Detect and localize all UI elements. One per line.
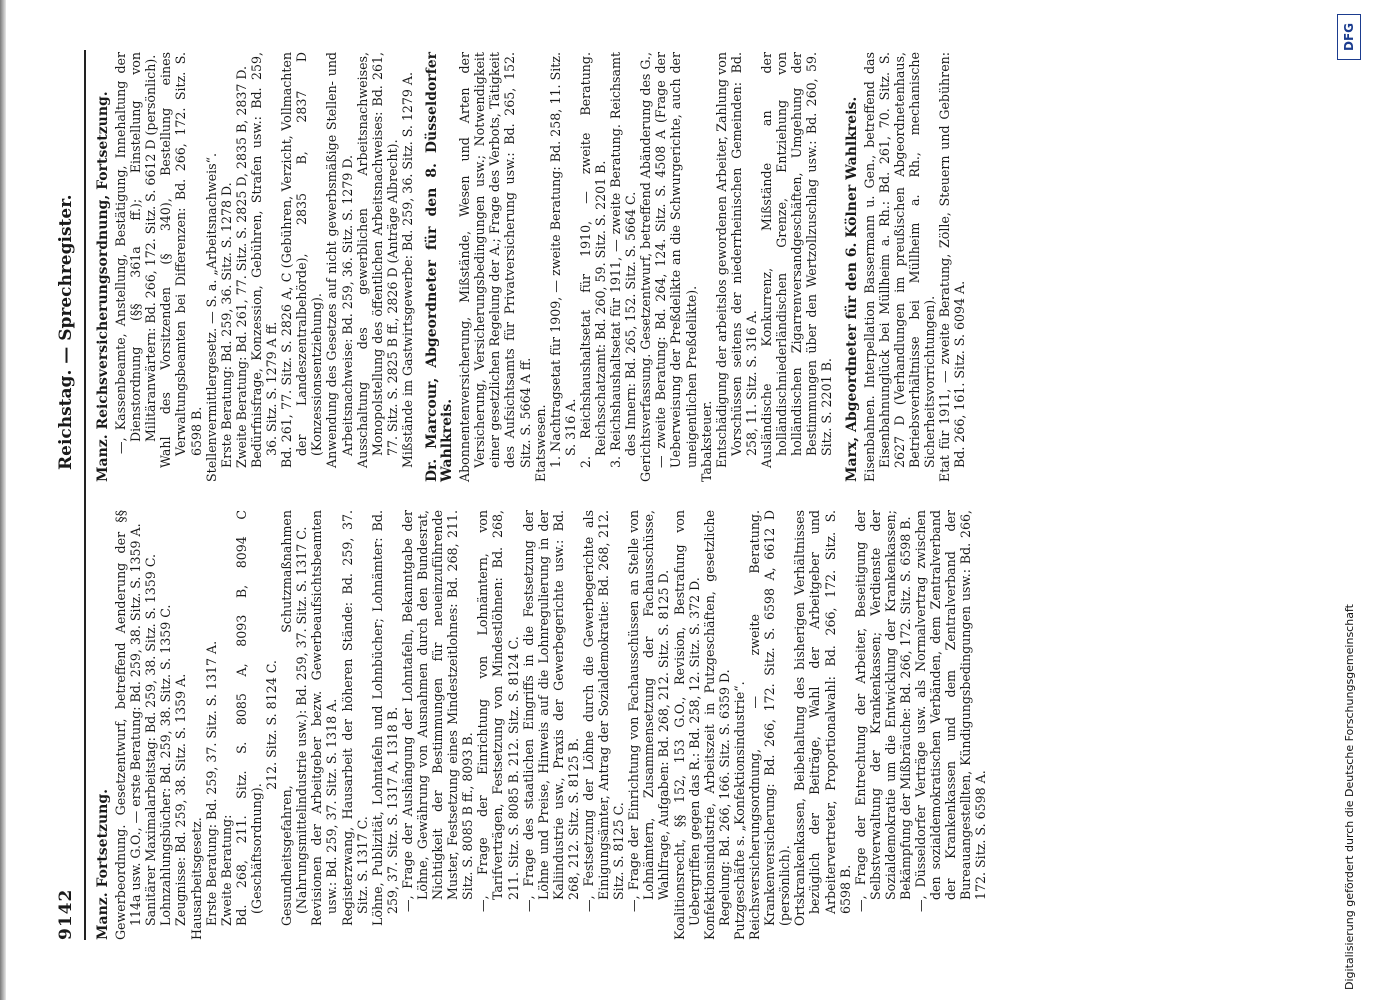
index-entry: —, Frage der Einrichtung von Lohnämtern, von Tarifverträgen, Festsetzung von Mindestlöhnen: Bd. 268, 211. Sitz. S. 8085 B. 212. Sitz. S. 8124 C. [475, 510, 521, 912]
index-entry: Abonnentenversicherung, Mißstände, Wesen und Arten der Versicherung, Versicherungsbedingungen usw.; Notwendigkeit einer gesetzlichen Regelung der A.; Frage des Verbots, Tätigkeit des Aufsichtsamts für Privatversicherung usw.: Bd. 265, 152. Sitz. S. 5664 A ff. [457, 52, 533, 482]
index-entry: Koalitionsrecht, §§ 152, 153 G.O., Revision, Bestrafung von Uebergriffen gegen das R.: Bd. 258, 12. Sitz. S. 372 D. [671, 510, 702, 940]
index-entry: Sanitärer Maximalarbeitstag: Bd. 259, 38. Sitz. S. 1359 C. [143, 553, 159, 926]
header-rule [84, 50, 86, 940]
index-entry: 2. Reichshaushaltsetat für 1910, — zweite Beratung. Reichsschatzamt: Bd. 260, 59. Sitz. S. 2201 B. [577, 52, 608, 468]
index-entry: Putzgeschäfte s. „Konfektionsindustrie“. [731, 681, 747, 940]
dfg-logo: DFG [1337, 14, 1361, 60]
page-header [50, 50, 84, 940]
scan-edge [0, 0, 6, 1000]
index-entry: Zeugnisse: Bd. 259, 38. Sitz. S. 1359 A. [173, 673, 189, 926]
index-entry: —, Frage der Aushängung der Lohntafeln, Bekanntgabe der Löhne, Gewährung von Ausnahmen durch den Bundesrat, Nichtigkeit der Bestimmungen für neueinzuführende Muster, Festsetzung eines Mindestzeitlohnes: Bd. 268, 211. Sitz. S. 8085 B ff., 8093 B. [399, 510, 476, 912]
index-entry: 3. Reichshaushaltsetat für 1911, — zweite Beratung. Reichsamt des Innern: Bd. 265, 152. Sitz. S. 5664 C. [608, 52, 639, 468]
index-entry: —, Frage der Entrechtung der Arbeiter, Beseitigung der Selbstverwaltung der Krankenkassen; Verdienste der Sozialdemokratie um die Entwicklung der Krankenkassen; Bekämpfung der Mißbräuche: Bd. 266, 172. Sitz. S. 6598 B. [852, 510, 913, 912]
page-number: 9142 [56, 888, 76, 940]
index-entry: Tabaksteuer. [698, 400, 714, 482]
column-head-left: Manz. Fortsetzung. [95, 788, 111, 940]
document-page [50, 50, 1315, 940]
index-entry: —, Kassenbeamte, Anstellung, Bestätigung, Innehaltung der Dienstordnung (§§ 361a ff.); Einstellung von Militäranwärtern: Bd. 266, 172. Sitz. S. 6612 D (persönlich). [113, 52, 159, 454]
index-entry: Konfektionsindustrie, Arbeitszeit in Putzgeschäften, gesetzliche Regelung: Bd. 266, 166. Sitz. S. 6359 D. [701, 510, 732, 940]
index-entry: Erste Beratung: Bd. 259, 37. Sitz. S. 1317 A. [203, 640, 219, 926]
index-entry: Gewerbeordnung. Gesetzentwurf, betreffend Aenderung der §§ 114a usw. G.O., — erste Beratung: Bd. 259, 38. Sitz. S. 1359 A. [113, 510, 144, 940]
index-entry: 1. Nachtragsetat für 1909, — zweite Beratung: Bd. 258, 11. Sitz. S. 316 A. [547, 52, 578, 468]
index-entry: —, Frage des staatlichen Eingriffs in die Festsetzung der Löhne und Preise, Hinweis auf die Lohnregulierung in der Kaliindustrie usw., Praxis der Gewerbegerichte usw.: Bd. 268, 212. Sitz. S. 8125 B. [520, 510, 581, 912]
entry-gap [415, 52, 423, 482]
index-entry: 212. Sitz. S. 8124 C. [264, 660, 280, 790]
index-entry: Ausschaltung des gewerblichen Arbeitsnachweises, Monopolstellung des öffentlichen Arbeitsnachweises: Bd. 261, 77. Sitz. S. 2825 B ff., 2826 D (Anträge Albrecht). [354, 52, 400, 468]
digitization-note: Digitalisierung gefördert durch die Deutsche Forschungsgemeinschaft [1343, 604, 1356, 990]
index-entry: Bd. 261, 77. Sitz. S. 2826 A, C (Gebühren, Verzicht, Vollmachten der Landeszentralbehörde), 2835 B, 2837 D (Konzessionsentziehung). [279, 52, 325, 468]
index-entry: Ausländische Konkurrenz, Mißstände an der holländischniederländischen Grenze, Entziehung von holländischen Zigarrenversandgeschäften, Umgehung der Bestimmungen über den Wertzollzuschlag usw.: Bd. 260, 59. Sitz. S. 2201 B. [759, 52, 835, 468]
member-heading: Dr. Marcour, Abgeordneter für den 8. Düsseldorfer Wahlkreis. [423, 52, 456, 482]
index-entry: Anwendung des Gesetzes auf nicht gewerbsmäßige Stellen- und Arbeitsnachweise: Bd. 259, 36. Sitz. S. 1279 D. [324, 52, 355, 468]
index-entry: Entschädigung der arbeitslos gewordenen Arbeiter, Zahlung von Vorschüssen seitens der niederrheinischen Gemeinden: Bd. 258, 11. Sitz. S. 316 A. [713, 52, 759, 468]
left-column [94, 510, 989, 940]
index-entry: Etatswesen. [532, 404, 548, 482]
index-entry: Mißstände im Gastwirtsgewerbe: Bd. 259, 36. Sitz. S. 1279 A. [399, 71, 415, 468]
index-entry: Revisionen der Arbeitgeber bezw. Gewerbeaufsichtsbeamten usw.: Bd. 259, 37. Sitz. S. 1318 A. [309, 510, 340, 926]
right-column [94, 52, 967, 482]
index-entry: Hausarbeitsgesetz. [188, 817, 204, 940]
index-entry: Gesundheitsgefahren, Schutzmaßnahmen (Nahrungsmittelindustrie usw.): Bd. 259, 37. Sitz. S. 1317 C. [279, 510, 310, 926]
index-entry: Bd. 268, 211. Sitz. S. 8085 A, 8093 B, 8094 C (Geschäftsordnung). [233, 510, 264, 926]
right-entries [113, 52, 967, 482]
index-entry: Registerzwang, Hausarbeit der höheren Stände: Bd. 259, 37. Sitz. S. 1317 C. [339, 510, 370, 926]
index-entry: Wahl des Vorsitzenden (§ 340), Bestellung eines Verwaltungsbeamten bei Differenzen: Bd. 266, 172. Sitz. S. 6598 B. [158, 52, 204, 468]
index-entry: Lohnzahlungsbücher: Bd. 259, 38. Sitz. S. 1359 C. [158, 604, 174, 926]
column-head-right: Manz. Reichsversicherungsordnung, Fortsetzung. [95, 91, 111, 482]
index-entry: —, Düsseldorfer Verträge usw. als Normalvertrag zwischen den sozialdemokratischen Verbänden, dem Zentralverband der Krankenkassen und dem Zentralverband der Bureauangestellten, Kündigungsbedingungen usw.: Bd. 266, 172. Sitz. S. 6598 A. [913, 510, 989, 912]
left-entries [113, 510, 988, 940]
index-entry: Reichsversicherungsordnung, — zweite Beratung. Krankenversicherung: Bd. 266, 172. Sitz. S. 6598 A, 6612 D (persönlich). [747, 510, 793, 940]
entry-gap [835, 52, 843, 482]
index-entry: Eisenbahnen. Interpellation Bassermann u. Gen., betreffend das Eisenbahnunglück bei Müllheim a. Rh.: Bd. 261, 70. Sitz. S. 2627 D (Verhandlungen im preußischen Abgeordnetenhaus, Betriebsverhältnisse bei Müllheim a. Rh., mechanische Sicherheitsvorrichtungen). [861, 52, 937, 482]
index-entry: Zweite Beratung: Bd. 261, 77. Sitz. S. 2825 D, 2835 B, 2837 D. [233, 65, 249, 468]
index-entry: Zweite Beratung: [218, 814, 234, 926]
index-entry: —, Festsetzung der Löhne durch die Gewerbegerichte als Einigungsämter, Antrag der Sozialdemokratie: Bd. 268, 212. Sitz. S. 8125 C. [581, 510, 627, 912]
index-entry: Stellenvermittlergesetz. — S. a. „Arbeitsnachweis“. [203, 152, 219, 482]
index-entry: —, Frage der Einrichtung von Fachausschüssen an Stelle von Lohnämtern, Zusammensetzung der Fachausschüsse, Wahlfrage, Aufgaben: Bd. 268, 212. Sitz. S. 8125 D. [626, 510, 672, 912]
page-title: Reichstag. — Sprechregister. [56, 194, 76, 470]
footer-strip [1333, 10, 1373, 990]
index-entry: Löhne, Publizität, Lohntafeln und Lohnbücher; Lohnämter: Bd. 259, 37. Sitz. S. 1317 A, 1318 B. [369, 510, 400, 926]
index-entry: Etat für 1911, — zweite Beratung, Zölle, Steuern und Gebühren: Bd. 266, 161. Sitz. S. 6094 A. [937, 52, 968, 482]
index-entry: Erste Beratung: Bd. 259, 36. Sitz. S. 1278 D. [218, 182, 234, 468]
index-entry: Bedürfnisfrage, Konzession, Gebühren, Strafen usw.: Bd. 259, 36. Sitz. S. 1279 A ff. [248, 52, 280, 468]
index-entry: Ortskrankenkassen, Beibehaltung des bisherigen Verhältnisses bezüglich der Beiträge, Wahl der Arbeitgeber und Arbeitervertreter, Proportionalwahl: Bd. 266, 172. Sitz. S. 6598 B. [792, 510, 853, 926]
member-heading: Marx, Abgeordneter für den 6. Kölner Wahlkreis. [843, 96, 860, 482]
index-entry: Gerichtsverfassung. Gesetzentwurf, betreffend Abänderung des G., — zweite Beratung: Bd. 264, 124. Sitz. S. 4508 A (Frage der Ueberweisung der Preßdelikte an die Schwurgerichte, auch der uneigentlichen Preßdelikte). [638, 52, 699, 482]
